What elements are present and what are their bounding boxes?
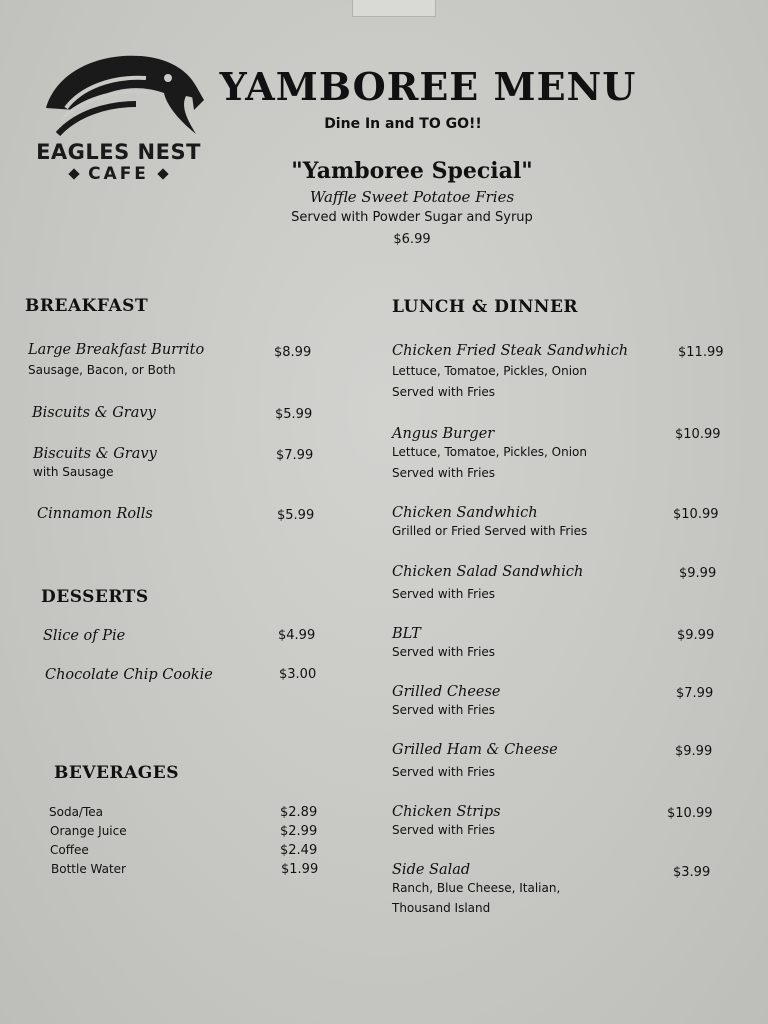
item-name: Large Breakfast Burrito <box>28 342 205 358</box>
menu-item <box>392 426 587 484</box>
item-desc: Grilled or Fried Served with Fries <box>392 524 588 538</box>
special-title: "Yamboree Special" <box>291 158 533 184</box>
menu-item <box>33 446 157 482</box>
item-name: Side Salad <box>392 862 471 878</box>
menu-item <box>392 626 495 663</box>
diamond-icon <box>68 168 79 179</box>
item-desc: Lettuce, Tomatoe, Pickles, Onion <box>392 364 587 378</box>
item-name: Chicken Sandwhich <box>392 505 538 521</box>
item-price: $11.99 <box>678 345 724 360</box>
item-desc: Served with Fries <box>392 385 496 399</box>
item-price: $10.99 <box>673 507 719 522</box>
item-price: $9.99 <box>677 628 715 643</box>
menu-item <box>392 505 587 542</box>
beverage-price: $2.89 <box>280 805 318 820</box>
beverage-price: $1.99 <box>281 862 319 877</box>
menu-item <box>32 405 156 421</box>
item-price: $7.99 <box>276 448 314 463</box>
item-name: Grilled Cheese <box>392 684 501 700</box>
beverages-heading: BEVERAGES <box>54 763 180 783</box>
menu-item <box>392 804 501 841</box>
diamond-icon <box>157 168 168 179</box>
item-price: $9.99 <box>675 744 713 759</box>
item-price: $9.99 <box>679 566 717 581</box>
item-price: $3.99 <box>673 865 711 880</box>
item-desc: Served with Fries <box>392 703 496 717</box>
item-name: Grilled Ham & Cheese <box>392 742 558 758</box>
item-price: $7.99 <box>676 686 714 701</box>
item-price: $5.99 <box>275 407 313 422</box>
item-name: Chicken Fried Steak Sandwhich <box>392 343 629 359</box>
special-price: $6.99 <box>393 232 431 247</box>
item-name: Chocolate Chip Cookie <box>45 667 213 683</box>
menu-item <box>392 564 583 605</box>
menu-item <box>392 862 560 918</box>
logo-sub <box>16 164 221 184</box>
item-name: Biscuits & Gravy <box>32 405 156 421</box>
item-name: BLT <box>392 626 421 642</box>
desserts-heading: DESSERTS <box>41 587 149 607</box>
item-price: $8.99 <box>274 345 312 360</box>
menu-item <box>37 506 153 522</box>
item-price: $4.99 <box>278 628 316 643</box>
item-desc: with Sausage <box>33 465 114 479</box>
item-desc: Thousand Island <box>392 901 491 915</box>
item-price: $10.99 <box>675 427 721 442</box>
item-price: $10.99 <box>667 806 713 821</box>
special-name: Waffle Sweet Potatoe Fries <box>309 188 515 206</box>
item-name: Angus Burger <box>392 426 495 442</box>
item-desc: Served with Fries <box>392 466 496 480</box>
item-desc: Served with Fries <box>392 823 496 837</box>
beverage-price: $2.99 <box>280 824 318 839</box>
item-desc: Sausage, Bacon, or Both <box>28 363 176 377</box>
eagle-head-icon <box>36 48 206 140</box>
eagles-nest-logo <box>16 48 221 188</box>
logo-cafe-text: CAFE <box>88 164 149 184</box>
item-name: Biscuits & Gravy <box>33 446 157 462</box>
beverage-name: Orange Juice <box>50 824 127 838</box>
beverage-name: Bottle Water <box>51 862 126 876</box>
breakfast-heading: BREAKFAST <box>25 296 149 316</box>
beverage-name: Soda/Tea <box>49 805 103 819</box>
menu-item <box>392 684 501 721</box>
item-name: Cinnamon Rolls <box>37 506 153 522</box>
menu-subtitle: Dine In and TO GO!! <box>324 116 482 132</box>
menu-item <box>28 342 204 380</box>
menu-item <box>392 742 558 783</box>
special-desc: Served with Powder Sugar and Syrup <box>291 210 533 225</box>
lunch-dinner-heading: LUNCH & DINNER <box>392 297 579 317</box>
item-desc: Served with Fries <box>392 765 496 779</box>
menu-item <box>392 343 628 403</box>
item-price: $3.00 <box>279 667 317 682</box>
beverage-price: $2.49 <box>280 843 318 858</box>
item-name: Chicken Strips <box>392 804 501 820</box>
menu-item <box>45 667 213 683</box>
item-desc: Ranch, Blue Cheese, Italian, <box>392 881 561 895</box>
item-desc: Lettuce, Tomatoe, Pickles, Onion <box>392 445 587 459</box>
item-name: Slice of Pie <box>43 628 126 644</box>
item-desc: Served with Fries <box>392 587 496 601</box>
menu-title: YAMBOREE MENU <box>219 64 637 109</box>
logo-name: EAGLES NEST <box>36 140 201 164</box>
beverage-name: Coffee <box>50 843 89 857</box>
menu-item <box>43 628 125 644</box>
item-price: $5.99 <box>277 508 315 523</box>
item-desc: Served with Fries <box>392 645 496 659</box>
item-name: Chicken Salad Sandwhich <box>392 564 584 580</box>
tape-strip <box>352 0 436 17</box>
